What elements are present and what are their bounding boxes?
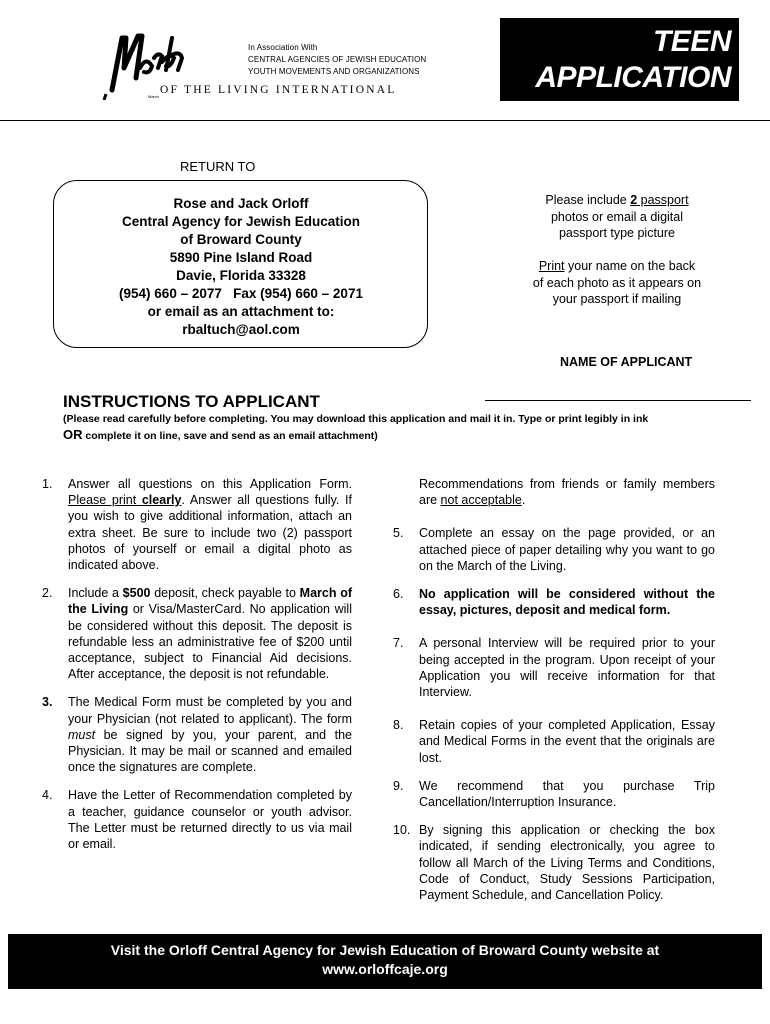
item-text: A personal Interview will be required prior to your being accepted in the program. Upon receipt of your Application you will receive information for that Interview. [419,636,715,700]
item-text: Retain copies of your completed Application, Essay and Medical Forms in the event that the originals are lost. [419,718,715,765]
item-number: 6. [393,587,404,602]
list-item [42,694,352,775]
item-text-clearly: clearly [141,493,182,508]
footer-line-1: Visit the Orloff Central Agency for Jewish Education of Broward County website at [110,942,660,958]
item-text-underlined: Please print [68,493,142,508]
address-line: of Broward County [180,232,302,247]
item-number: 4. [42,788,53,803]
address-line: (954) 660 – 2077 Fax (954) 660 – 2071 [119,286,363,301]
print-word: Print [538,259,565,273]
item-text: By signing this application or checking the box indicated, if sending electronically, you agree to follow all March of the Living Terms and Conditions, Code of Conduct, Study Sessions Participation, Payment Schedule, and Cancellation Policy. [419,823,715,903]
item-text: be signed by you, your parent, and the Physician. It may be mail or scanned and emailed once the signatures are complete. [68,727,352,775]
list-item [393,635,715,700]
item-number: 2. [42,586,53,601]
list-item [393,717,715,766]
item-text: . Answer all questions fully. If you wish to give additional information, attach an extra sheet. Be sure to include two (2) passport photos of yourself or email a digital photo as indicated above. [68,493,352,573]
item-number: 7. [393,636,404,651]
instructions-sub-line-2: complete it on line, save and send as an email attachment) [82,430,378,442]
instructions-or: OR [63,427,83,442]
item-text: Recommendations from friends or family members are [419,477,715,508]
item-number: 1. [42,477,53,491]
footer-banner [8,934,762,989]
item-text: Complete an essay on the page provided, or an attached piece of paper detailing why you want to go on the March of the Living. [419,526,715,573]
assoc-line-1: In Association With [248,43,318,52]
print-note-text: your name on the back of each photo as it appears on your passport if mailing [532,259,702,306]
instructions-title: INSTRUCTIONS TO APPLICANT [63,392,320,411]
instructions-sub-line-1: (Please read carefully before completing. You may download this application and mail it in. Type or print legibly in ink [63,413,649,425]
address-email: rbaltuch@aol.com [182,322,300,337]
item-text: Include a [68,586,123,601]
title-box [500,18,739,101]
name-of-applicant-field[interactable] [485,400,751,401]
title-line-2: APPLICATION [535,61,731,94]
title-line-1: TEEN [652,25,731,58]
item-number: 5. [393,526,404,541]
photo-note [532,192,702,242]
list-item [42,787,352,852]
association-text [248,42,426,78]
item-text: Have the Letter of Recommendation completed by a teacher, guidance counselor or youth advisor. The Letter must be returned directly to us via mail or email. [68,788,352,852]
item-text: The Medical Form must be completed by you and your Physician (not related to applicant). The form [68,695,352,726]
photo-note-text-2: photos or email a digital passport type picture [550,209,684,240]
header-divider [0,120,770,121]
not-acceptable-text: not acceptable [440,493,522,508]
item-text: . [521,493,526,508]
item-number: 10. [393,823,411,838]
address-block [56,195,426,339]
instructions-subtitle [63,411,743,444]
item-text: deposit, check payable to [150,586,300,601]
return-to-label: RETURN TO [180,159,256,174]
photo-count: 2 [630,193,638,207]
item-text: or Visa/MasterCard. No application will be considered without this deposit. The deposit is refundable less an administrative fee of $200 until acceptance, subject to Financial Aid decisions. After acceptance, the deposit is not refundable. [68,602,352,682]
instructions-left-column [42,476,352,852]
address-line: 5890 Pine Island Road [169,250,313,265]
address-line: Davie, Florida 33328 [176,268,306,283]
item-text: We recommend that you purchase Trip Cancellation/Interruption Insurance. [419,778,715,810]
name-of-applicant-label: NAME OF APPLICANT [560,355,693,369]
org-line: OF THE LIVING INTERNATIONAL [160,84,397,96]
list-item-continued [393,476,715,508]
list-item [393,586,715,618]
instructions-right-column [393,476,715,903]
address-line: or email as an attachment to: [147,304,335,319]
footer-website-link[interactable]: www.orloffcaje.org [322,961,448,977]
address-line: Central Agency for Jewish Education [121,214,361,229]
list-item [393,525,715,574]
assoc-line-2: CENTRAL AGENCIES OF JEWISH EDUCATION [248,55,427,64]
item-number: 3. [42,695,53,710]
item-number: 9. [393,778,404,793]
item-text: Answer all questions on this Application Form. [68,477,352,491]
payee-name: March of the Living [68,586,352,617]
item-text: No application will be considered without the essay, pictures, deposit and medical form. [419,587,715,618]
item-number: 8. [393,718,404,733]
photo-note-passport: passport [637,193,689,207]
address-line: Rose and Jack Orloff [173,196,309,211]
print-note [532,258,702,308]
list-item [393,822,715,903]
list-item [393,778,715,810]
assoc-line-3: YOUTH MOVEMENTS AND ORGANIZATIONS [248,67,420,76]
logo-text: March [148,94,160,99]
list-item [42,476,352,573]
photo-note-text: Please include [545,193,631,207]
list-item [42,585,352,682]
item-text-must: must [68,727,96,742]
deposit-amount: $500 [122,586,151,601]
